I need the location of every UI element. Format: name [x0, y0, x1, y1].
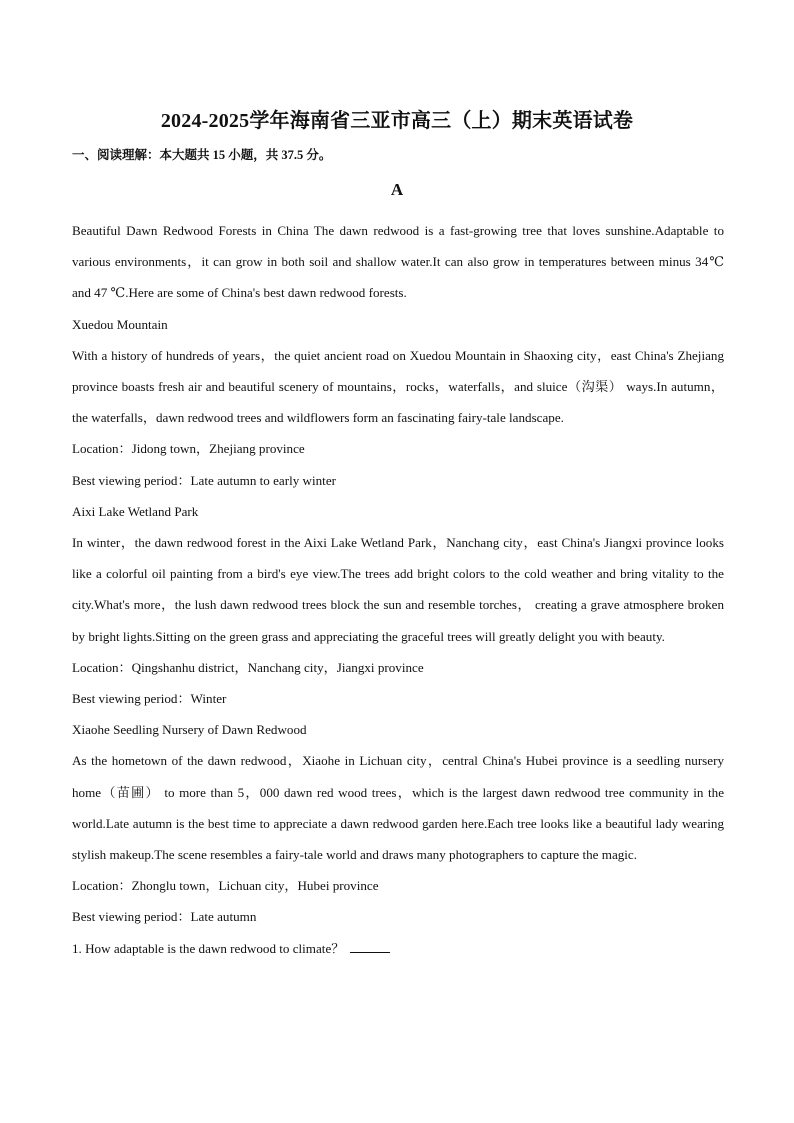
site-description: In winter，the dawn redwood forest in the Aixi Lake Wetland Park，Nanchang city，east China's Jiangxi province looks like a colorful oil painting from a bird's eye view.The trees add bright colors to the cold weather and bring vitality to the city.What's more，the lush dawn redwood trees block the sun and resemble torches， creating a grave atmosphere broken by bright lights.Sitting on the green grass and appreciating the graceful trees will greatly delight you with beauty.: [72, 535, 724, 644]
passage-body: [72, 215, 724, 964]
site-best-viewing: Best viewing period：Late autumn: [72, 909, 257, 925]
site-location: Location：Zhonglu town，Lichuan city，Hubei province: [72, 878, 379, 894]
site-name: Xiaohe Seedling Nursery of Dawn Redwood: [72, 722, 307, 738]
site-description: As the hometown of the dawn redwood，Xiaohe in Lichuan city，central China's Hubei province is a seedling nursery home（苗圃） to more than 5，000 dawn red wood trees，which is the largest dawn redwood tree community in the world.Late autumn is the best time to appreciate a dawn redwood garden here.Each tree looks like a beautiful lady wearing stylish makeup.The scene resembles a fairy-tale world and draws many photographers to capture the magic.: [72, 753, 724, 863]
site-location: Location：Jidong town，Zhejiang province: [72, 441, 305, 457]
question-text: 1. How adaptable is the dawn redwood to climate？: [72, 940, 345, 956]
site-location: Location：Qingshanhu district，Nanchang city，Jiangxi province: [72, 659, 424, 675]
site-description: With a history of hundreds of years，the quiet ancient road on Xuedou Mountain in Shaoxing city，east China's Zhejiang province boasts fresh air and beautiful scenery of mountains，rocks，waterfalls，and sluice（沟渠） ways.In autumn，the waterfalls，dawn redwood trees and wildflowers form an fascinating fairy-tale landscape.: [72, 347, 724, 426]
passage-intro: Beautiful Dawn Redwood Forests in China The dawn redwood is a fast-growing tree that loves sunshine.Adaptable to various environments，it can grow in both soil and shallow water.It can also grow in temperatures between minus 34℃ and 47 ℃.Here are some of China's best dawn redwood forests.: [72, 223, 724, 301]
passage-label: A: [390, 180, 404, 199]
answer-blank[interactable]: [350, 938, 390, 953]
site-name: Aixi Lake Wetland Park: [72, 503, 199, 519]
document-title: 2024-2025学年海南省三亚市高三（上）期末英语试卷: [160, 110, 634, 132]
section-header: 一、阅读理解：本大题共 15 小题，共 37.5 分。: [72, 148, 332, 162]
site-best-viewing: Best viewing period：Late autumn to early winter: [72, 472, 336, 488]
question-1: [72, 933, 724, 964]
site-name: Xuedou Mountain: [72, 316, 168, 332]
site-best-viewing: Best viewing period：Winter: [72, 691, 227, 707]
